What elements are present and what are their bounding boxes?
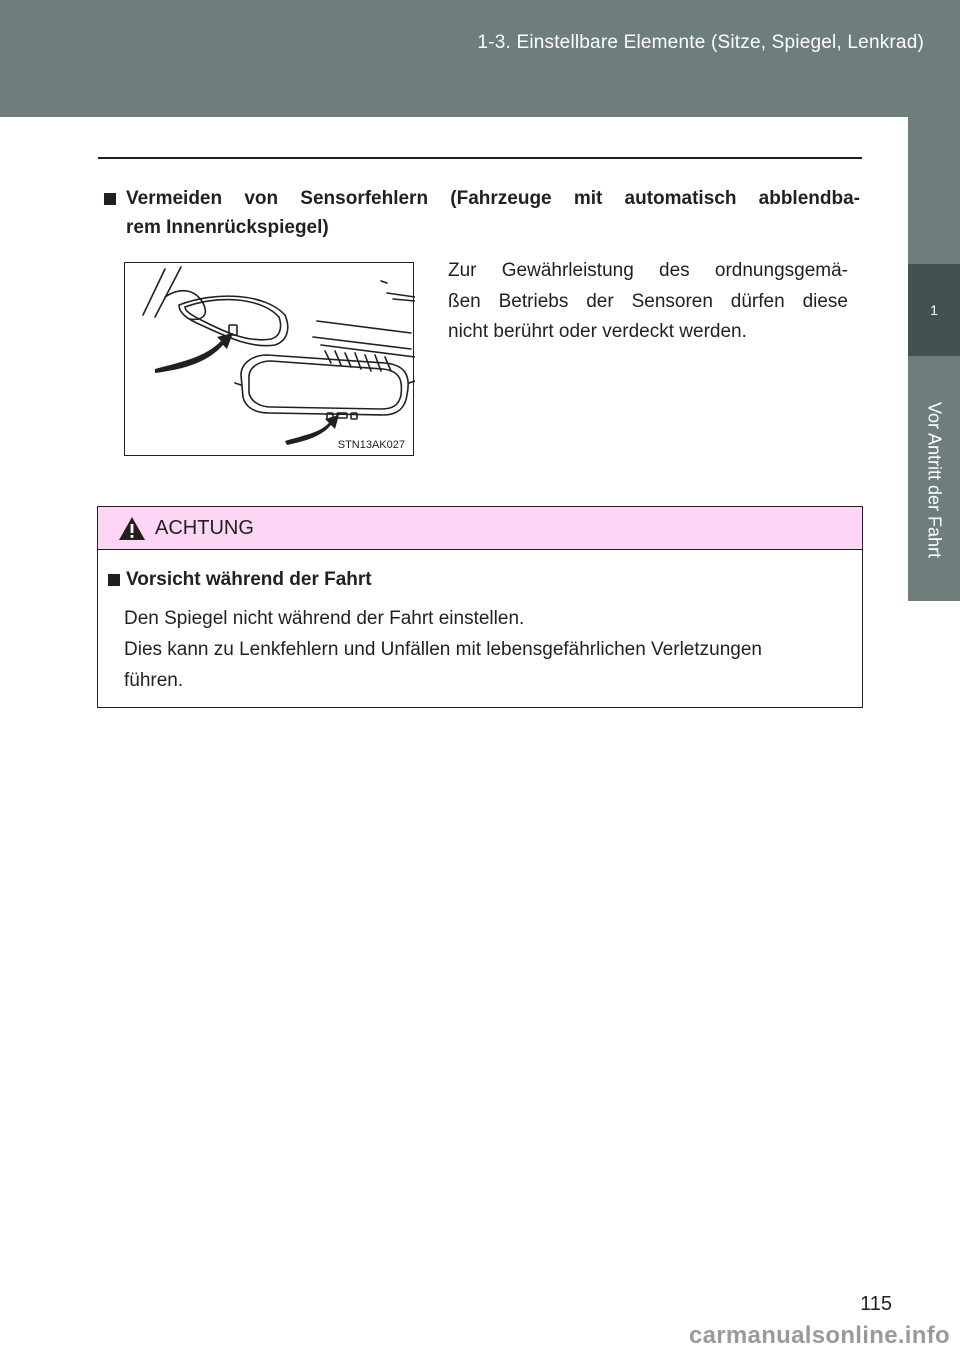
section-heading bbox=[104, 184, 860, 242]
chapter-number: 1 bbox=[930, 302, 938, 318]
page-number: 115 bbox=[860, 1293, 892, 1315]
caution-line-2: Dies kann zu Lenkfehlern und Unfällen mit lebensgefährlichen Verletzungen bbox=[124, 639, 762, 660]
paragraph-line-3: nicht berührt oder verdeckt werden. bbox=[448, 321, 747, 342]
chapter-number-tab[interactable] bbox=[908, 264, 960, 356]
mirror-illustration bbox=[124, 262, 414, 456]
sensor-paragraph bbox=[448, 256, 848, 348]
caution-subheading bbox=[108, 569, 372, 591]
mirror-drawing bbox=[125, 263, 415, 457]
square-bullet-icon bbox=[104, 193, 116, 205]
caution-title: ACHTUNG bbox=[155, 517, 254, 539]
caution-box bbox=[97, 506, 863, 708]
watermark: carmanualsonline.info bbox=[688, 1322, 950, 1349]
chapter-label: Vor Antritt der Fahrt bbox=[924, 401, 945, 559]
section-divider bbox=[98, 157, 862, 159]
heading-line-1: Vermeiden von Sensorfehlern (Fahrzeuge mit automatisch abblendba- bbox=[126, 188, 860, 209]
caution-subheading-text: Vorsicht während der Fahrt bbox=[126, 569, 372, 590]
figure-code: STN13AK027 bbox=[337, 439, 405, 451]
square-bullet-icon bbox=[108, 574, 120, 586]
caution-line-3: führen. bbox=[124, 670, 184, 691]
caution-line-1: Den Spiegel nicht während der Fahrt einstellen. bbox=[124, 608, 525, 629]
header-band bbox=[0, 0, 960, 117]
paragraph-line-1: Zur Gewährleistung des ordnungsgemä- bbox=[448, 260, 848, 281]
caution-header bbox=[98, 507, 862, 550]
caution-text bbox=[124, 603, 856, 696]
heading-line-2: rem Innenrückspiegel) bbox=[126, 217, 329, 238]
section-title: 1-3. Einstellbare Elemente (Sitze, Spiegel, Lenkrad) bbox=[477, 32, 924, 53]
side-tab-top bbox=[908, 117, 960, 264]
paragraph-line-2: ßen Betriebs der Sensoren dürfen diese bbox=[448, 290, 848, 312]
warning-triangle-icon bbox=[118, 516, 146, 541]
